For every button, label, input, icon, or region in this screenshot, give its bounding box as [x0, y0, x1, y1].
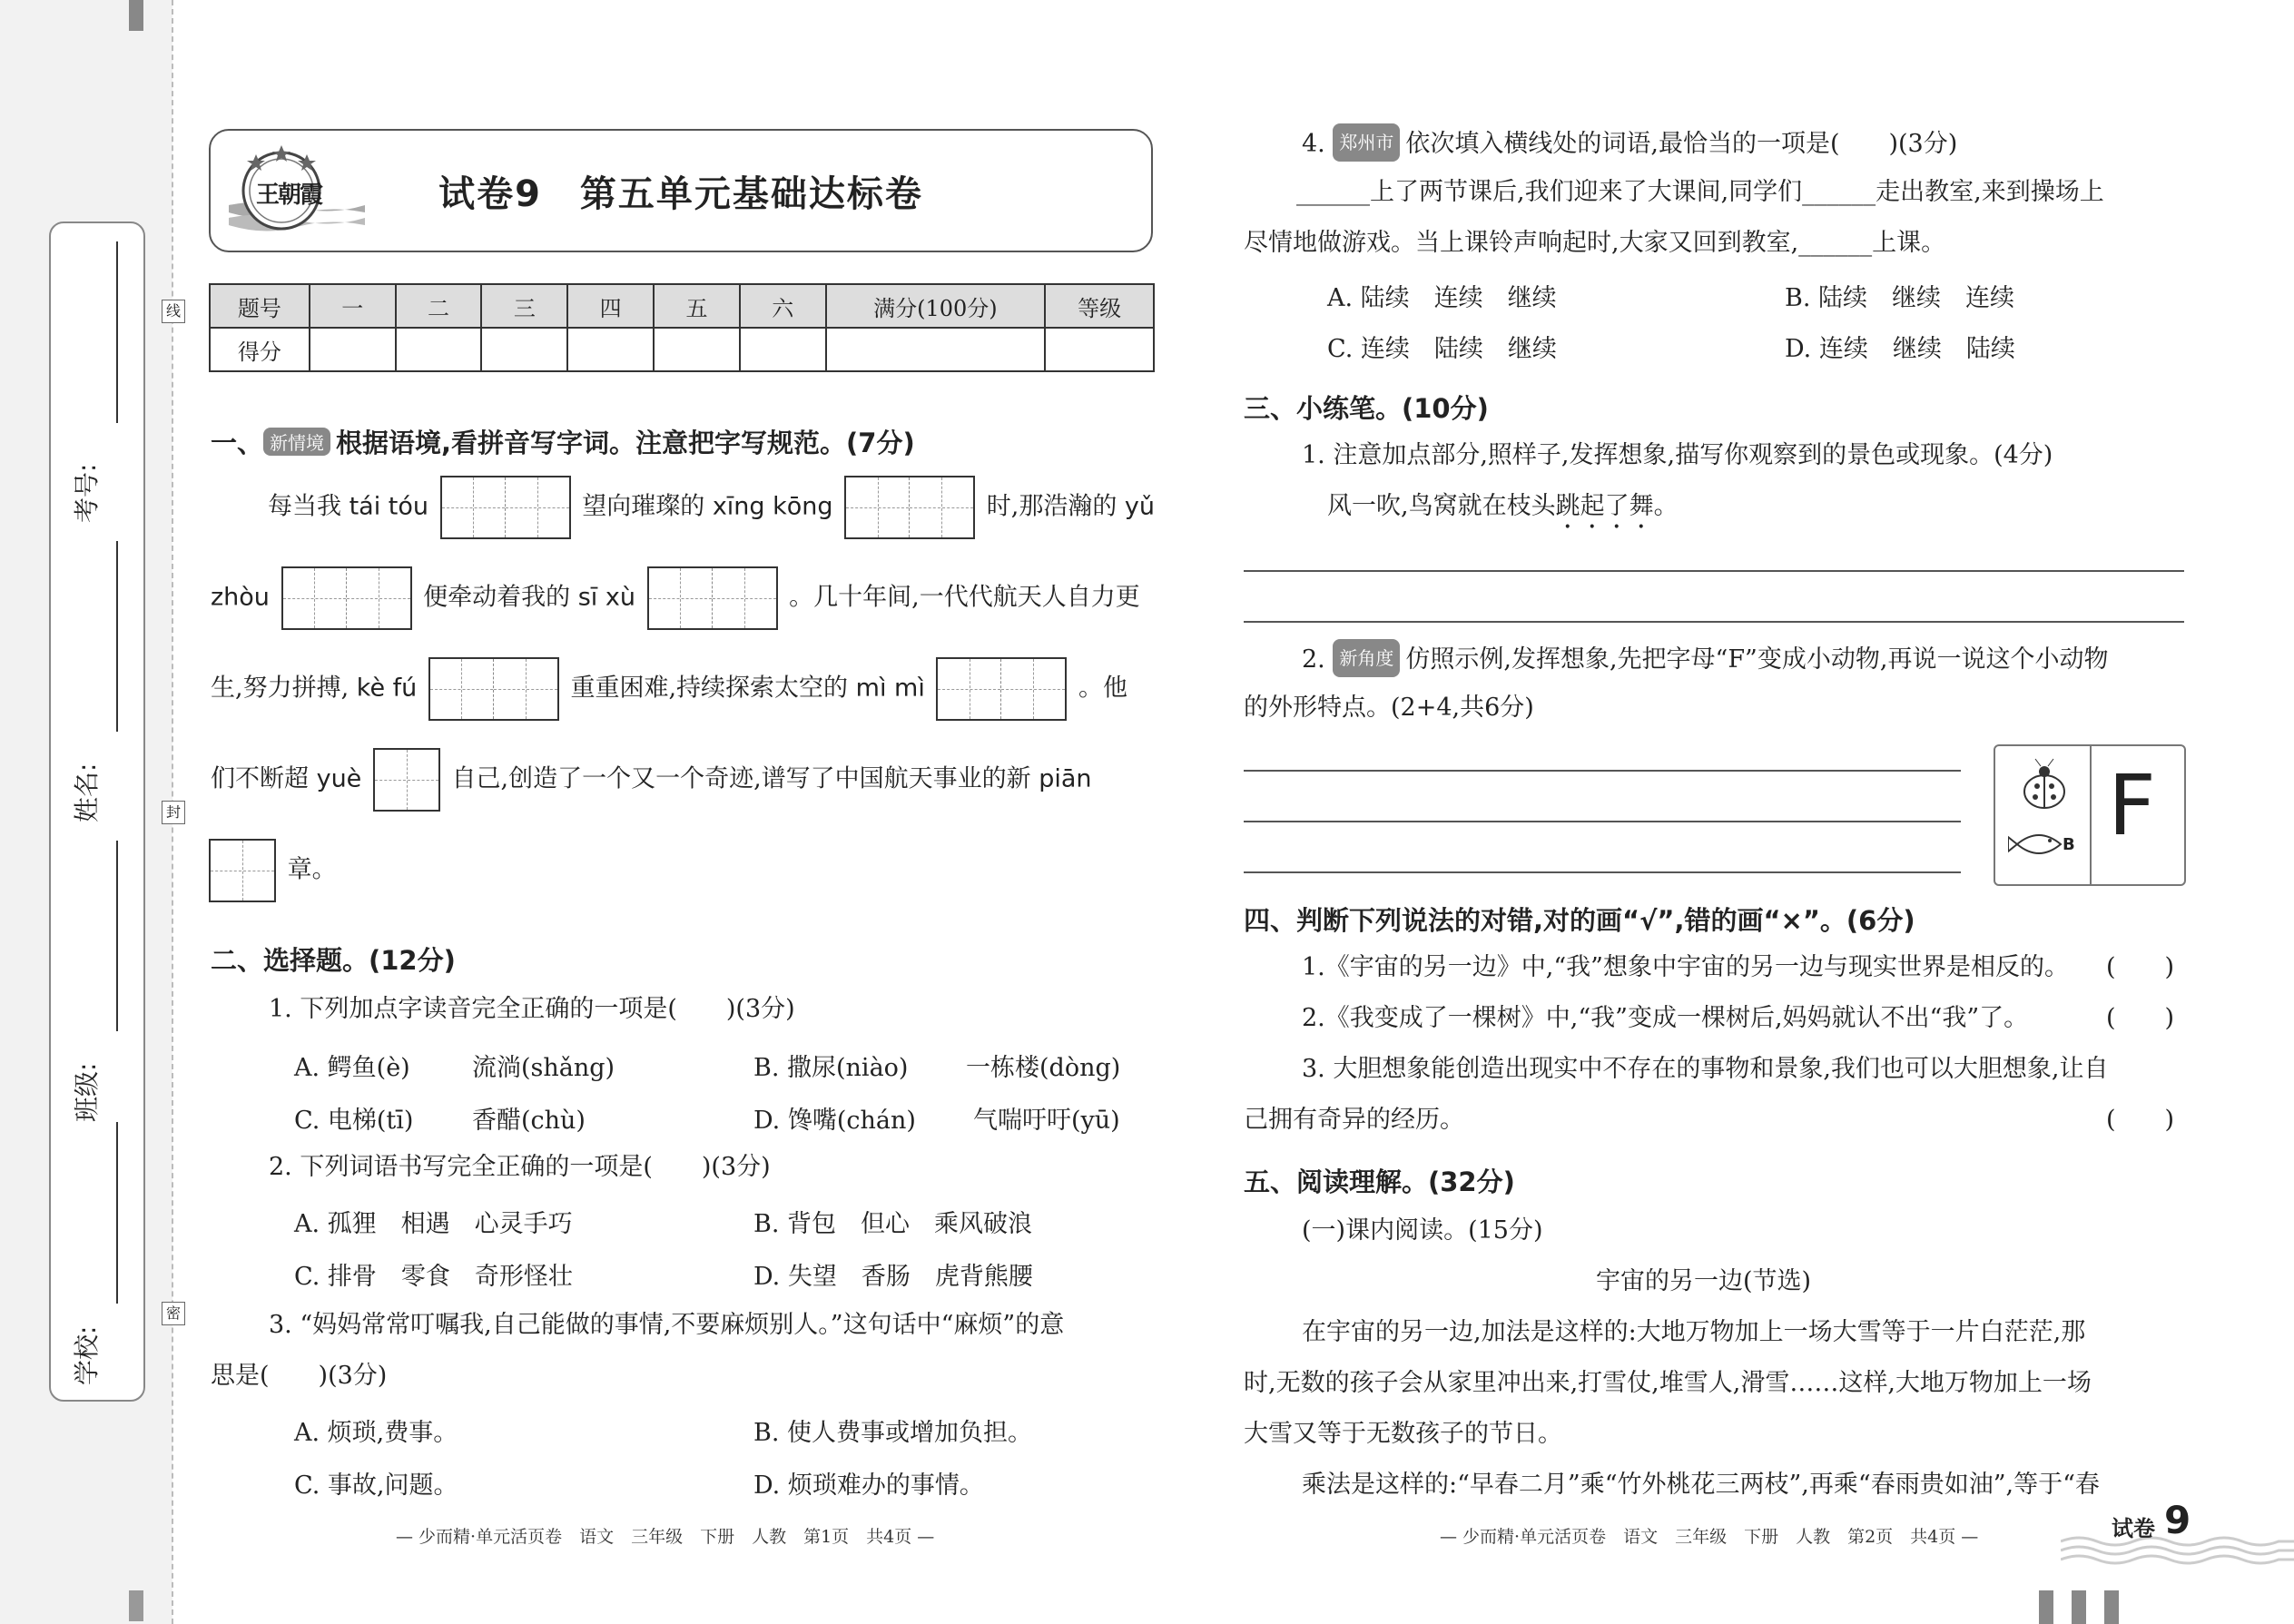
- score-input-cell[interactable]: [481, 328, 567, 371]
- text-run: 们不断超: [211, 764, 309, 793]
- writing-grid[interactable]: [440, 476, 571, 539]
- question-text: ______上了两节课后,我们迎来了大课间,同学们______走出教室,来到操场上: [1296, 178, 2104, 206]
- passage-line: 乘法是这样的:“早春二月”乘“竹外桃花三两枝”,再乘“春雨贵如油”,等于“春: [1302, 1471, 2100, 1499]
- name-line[interactable]: [116, 541, 118, 732]
- question-text: 1. 下列加点字读音完全正确的一项是( )(3分): [269, 995, 795, 1023]
- name-label: 姓名:: [72, 763, 102, 822]
- question-text: 思是( )(3分): [211, 1362, 388, 1390]
- score-cell: 一: [310, 284, 396, 328]
- score-cell: 满分(100分): [826, 284, 1046, 328]
- text-run: 望向璀璨的: [582, 492, 705, 521]
- question-text: [1302, 639, 2108, 678]
- text-run: 风一吹,鸟窝就在枝头: [1327, 492, 1556, 520]
- title-banner: [209, 129, 1153, 252]
- letter-b-label: B: [2063, 835, 2075, 854]
- section1-line4: [211, 748, 1092, 812]
- writing-grid[interactable]: [844, 476, 975, 539]
- answer-paren[interactable]: ( ): [2106, 953, 2175, 981]
- statement: 3. 大胆想象能创造出现实中不存在的事物和景象,我们也可以大胆想象,让自: [1302, 1055, 2109, 1083]
- answer-line[interactable]: [1244, 770, 1961, 772]
- score-cell: 二: [396, 284, 482, 328]
- section1-heading-text: 根据语境,看拼音写字词。注意把字写规范。(7分): [336, 428, 915, 458]
- question-text: 的外形特点。(2+4,共6分): [1244, 694, 1534, 722]
- statement: 2.《我变成了一棵树》中,“我”变成一棵树后,妈妈就认不出“我”了。: [1302, 1004, 2029, 1032]
- score-cell: 题号: [210, 284, 310, 328]
- exam-number-label: 考号:: [72, 463, 102, 523]
- statement: 1.《宇宙的另一边》中,“我”想象中宇宙的另一边与现实世界是相反的。: [1302, 953, 2069, 981]
- seal-char-seal: 封: [162, 801, 185, 824]
- question-text: 1. 注意加点部分,照样子,发挥想象,描写你观察到的景色或现象。(4分): [1302, 441, 2053, 469]
- score-table-header-row: [210, 284, 1154, 328]
- text-run: 。: [1653, 492, 1679, 520]
- q4-number: 4.: [1302, 130, 1325, 158]
- option[interactable]: B. 背包 但心 乘风破浪: [753, 1210, 1033, 1238]
- option[interactable]: C. 连续 陆续 继续: [1327, 335, 1557, 363]
- text-run: 生,努力拼搏,: [211, 674, 350, 703]
- title-text: 宇宙的另一边: [1596, 1267, 1743, 1295]
- score-input-cell[interactable]: [396, 328, 482, 371]
- pinyin: tái tóu: [349, 492, 429, 521]
- pinyin: zhòu: [211, 583, 270, 612]
- q-text: 仿照示例,发挥想象,先把字母“F”变成小动物,再说一说这个小动物: [1405, 645, 2109, 674]
- option[interactable]: D. 失望 香肠 虎背熊腰: [753, 1263, 1033, 1291]
- page-number: 9: [2164, 1498, 2191, 1542]
- emphasized-text: 跳起了舞: [1555, 492, 1654, 520]
- score-input-cell[interactable]: [310, 328, 396, 371]
- option[interactable]: D. 馋嘴(chán): [753, 1107, 916, 1135]
- option[interactable]: A. 孤狸 相遇 心灵手巧: [294, 1210, 573, 1238]
- writing-grid[interactable]: [281, 566, 412, 630]
- score-cell: 三: [481, 284, 567, 328]
- ladybug-fish-illustration: [2008, 755, 2081, 882]
- new-context-tag: 新情境: [263, 428, 330, 456]
- binding-mark: [129, 1590, 143, 1621]
- footer-right: — 少而精·单元活页卷 语文 三年级 下册 人教 第2页 共4页 —: [1440, 1527, 1979, 1547]
- option[interactable]: A. 烦琐,费事。: [294, 1419, 458, 1447]
- score-cell: 等级: [1045, 284, 1154, 328]
- footer-left: — 少而精·单元活页卷 语文 三年级 下册 人教 第1页 共4页 —: [396, 1527, 935, 1547]
- q4-text: 依次填入横线处的词语,最恰当的一项是( )(3分): [1405, 130, 1958, 158]
- pinyin: piān: [1039, 764, 1092, 793]
- question-text: 2. 下列词语书写完全正确的一项是( )(3分): [269, 1153, 771, 1181]
- name-field: [51, 550, 147, 832]
- option[interactable]: C. 排骨 零食 奇形怪壮: [294, 1263, 573, 1291]
- page-number-label: 试卷: [2112, 1516, 2155, 1541]
- class-line[interactable]: [116, 841, 118, 1031]
- section3-heading: 三、小练笔。(10分): [1244, 393, 1489, 424]
- binding-mark: [129, 0, 143, 31]
- letter-f: F: [2108, 757, 2156, 854]
- text-run: 每当我: [268, 492, 341, 521]
- score-input-cell[interactable]: [826, 328, 1046, 371]
- question-text: [1302, 123, 1957, 162]
- answer-paren[interactable]: ( ): [2106, 1004, 2175, 1032]
- score-cell: 四: [567, 284, 654, 328]
- pinyin: xīng kōng: [712, 492, 833, 521]
- passage-line: 在宇宙的另一边,加法是这样的:大地万物加上一场大雪等于一片白茫茫,那: [1302, 1318, 2086, 1346]
- passage-line: 时,无数的孩子会从家里冲出来,打雪仗,堆雪人,滑雪……这样,大地万物加上一场: [1244, 1369, 2092, 1397]
- new-angle-tag: 新角度: [1333, 639, 1400, 677]
- option[interactable]: B. 使人费事或增加负担。: [753, 1419, 1033, 1447]
- page-title: 试卷9 第五单元基础达标卷: [438, 173, 923, 215]
- text-run: 自己,创造了一个又一个奇迹,谱写了中国航天事业的新: [451, 764, 1031, 793]
- passage-line: 大雪又等于无数孩子的节日。: [1244, 1420, 1562, 1448]
- option[interactable]: A. 鳄鱼(è): [294, 1054, 410, 1082]
- section4-heading: 四、判断下列说法的对错,对的画“√”,错的画“×”。(6分): [1244, 905, 1915, 936]
- pinyin: kè fú: [356, 674, 418, 703]
- logo-text: 王朝霞: [256, 182, 322, 209]
- option[interactable]: C. 事故,问题。: [294, 1471, 458, 1500]
- section1-line2: [211, 566, 1140, 630]
- score-input-cell[interactable]: [654, 328, 740, 371]
- exam-number-line[interactable]: [116, 241, 118, 423]
- question-text: 尽情地做游戏。当上课铃声响起时,大家又回到教室,______上课。: [1244, 229, 1946, 257]
- statement: 己拥有奇异的经历。: [1244, 1106, 1464, 1134]
- pinyin: yǔ: [1124, 492, 1156, 521]
- option-part: 一栋楼(dòng): [966, 1054, 1121, 1082]
- pinyin: mì mì: [855, 674, 925, 703]
- section1-line1: [268, 476, 1155, 539]
- score-cell: 六: [740, 284, 826, 328]
- text-run: 章。: [287, 855, 337, 884]
- example-sentence: [1327, 488, 1679, 535]
- text-run: 时,那浩瀚的: [986, 492, 1117, 521]
- title-note: (节选): [1743, 1267, 1812, 1295]
- option[interactable]: C. 电梯(tī): [294, 1107, 414, 1135]
- writing-grid[interactable]: [209, 839, 276, 902]
- seal-char-secret: 密: [162, 1302, 185, 1325]
- score-input-cell[interactable]: [567, 328, 654, 371]
- text-run: 重重困难,持续探索太空的: [570, 674, 849, 703]
- score-row-label: 得分: [210, 328, 310, 371]
- class-field: [51, 850, 147, 1131]
- score-input-cell[interactable]: [1045, 328, 1154, 371]
- pinyin: yuè: [316, 764, 362, 793]
- option-part: 气喘吁吁(yū): [973, 1107, 1120, 1135]
- writing-grid[interactable]: [936, 657, 1067, 721]
- score-table: [209, 283, 1155, 372]
- option-part: 流淌(shǎng): [472, 1054, 615, 1082]
- option[interactable]: D. 烦琐难办的事情。: [753, 1471, 984, 1500]
- school-field: [51, 1140, 147, 1394]
- example-picture: [1994, 744, 2186, 886]
- option[interactable]: A. 陆续 连续 继续: [1327, 284, 1557, 312]
- answer-paren[interactable]: ( ): [2106, 1106, 2175, 1134]
- writing-grid[interactable]: [373, 748, 440, 812]
- section1-line3: [211, 657, 1127, 721]
- seal-char-line: 线: [162, 300, 185, 323]
- section1-heading: [211, 423, 915, 460]
- text-run: 。几十年间,一代代航天人自力更: [789, 583, 1140, 612]
- score-cell: 五: [654, 284, 740, 328]
- picture-divider: [2090, 746, 2092, 884]
- region-tag: 郑州市: [1333, 123, 1400, 162]
- school-label: 学校:: [72, 1325, 102, 1385]
- score-table-score-row: [210, 328, 1154, 371]
- writing-grid[interactable]: [647, 566, 778, 630]
- option-part: 香醋(chù): [472, 1107, 586, 1135]
- subsection-heading: (一)课内阅读。(15分): [1302, 1216, 1543, 1245]
- section5-heading: 五、阅读理解。(32分): [1244, 1166, 1515, 1197]
- pinyin: sī xù: [577, 583, 635, 612]
- passage-title: [1596, 1264, 1811, 1300]
- school-line[interactable]: [116, 1122, 118, 1304]
- section1-line5: [205, 839, 337, 902]
- option[interactable]: D. 连续 继续 陆续: [1785, 335, 2015, 363]
- answer-line[interactable]: [1244, 570, 2184, 572]
- student-info-box: [49, 221, 145, 1402]
- exam-number-field: [51, 241, 147, 523]
- text-run: 。他: [1078, 674, 1128, 703]
- section1-prefix: 一、: [211, 428, 264, 458]
- answer-line[interactable]: [1244, 621, 2184, 623]
- question-text: 3. “妈妈常常叮嘱我,自己能做的事情,不要麻烦别人。”这句话中“麻烦”的意: [269, 1311, 1065, 1339]
- option[interactable]: B. 陆续 继续 连续: [1785, 284, 2015, 312]
- q-number: 2.: [1302, 645, 1325, 674]
- text-run: 便牵动着我的: [423, 583, 571, 612]
- writing-grid[interactable]: [428, 657, 559, 721]
- answer-line[interactable]: [1244, 821, 1961, 822]
- score-input-cell[interactable]: [740, 328, 826, 371]
- answer-line[interactable]: [1244, 871, 1961, 873]
- option[interactable]: B. 撒尿(niào): [753, 1054, 909, 1082]
- class-label: 班级:: [72, 1062, 102, 1122]
- section2-heading: 二、选择题。(12分): [211, 945, 456, 976]
